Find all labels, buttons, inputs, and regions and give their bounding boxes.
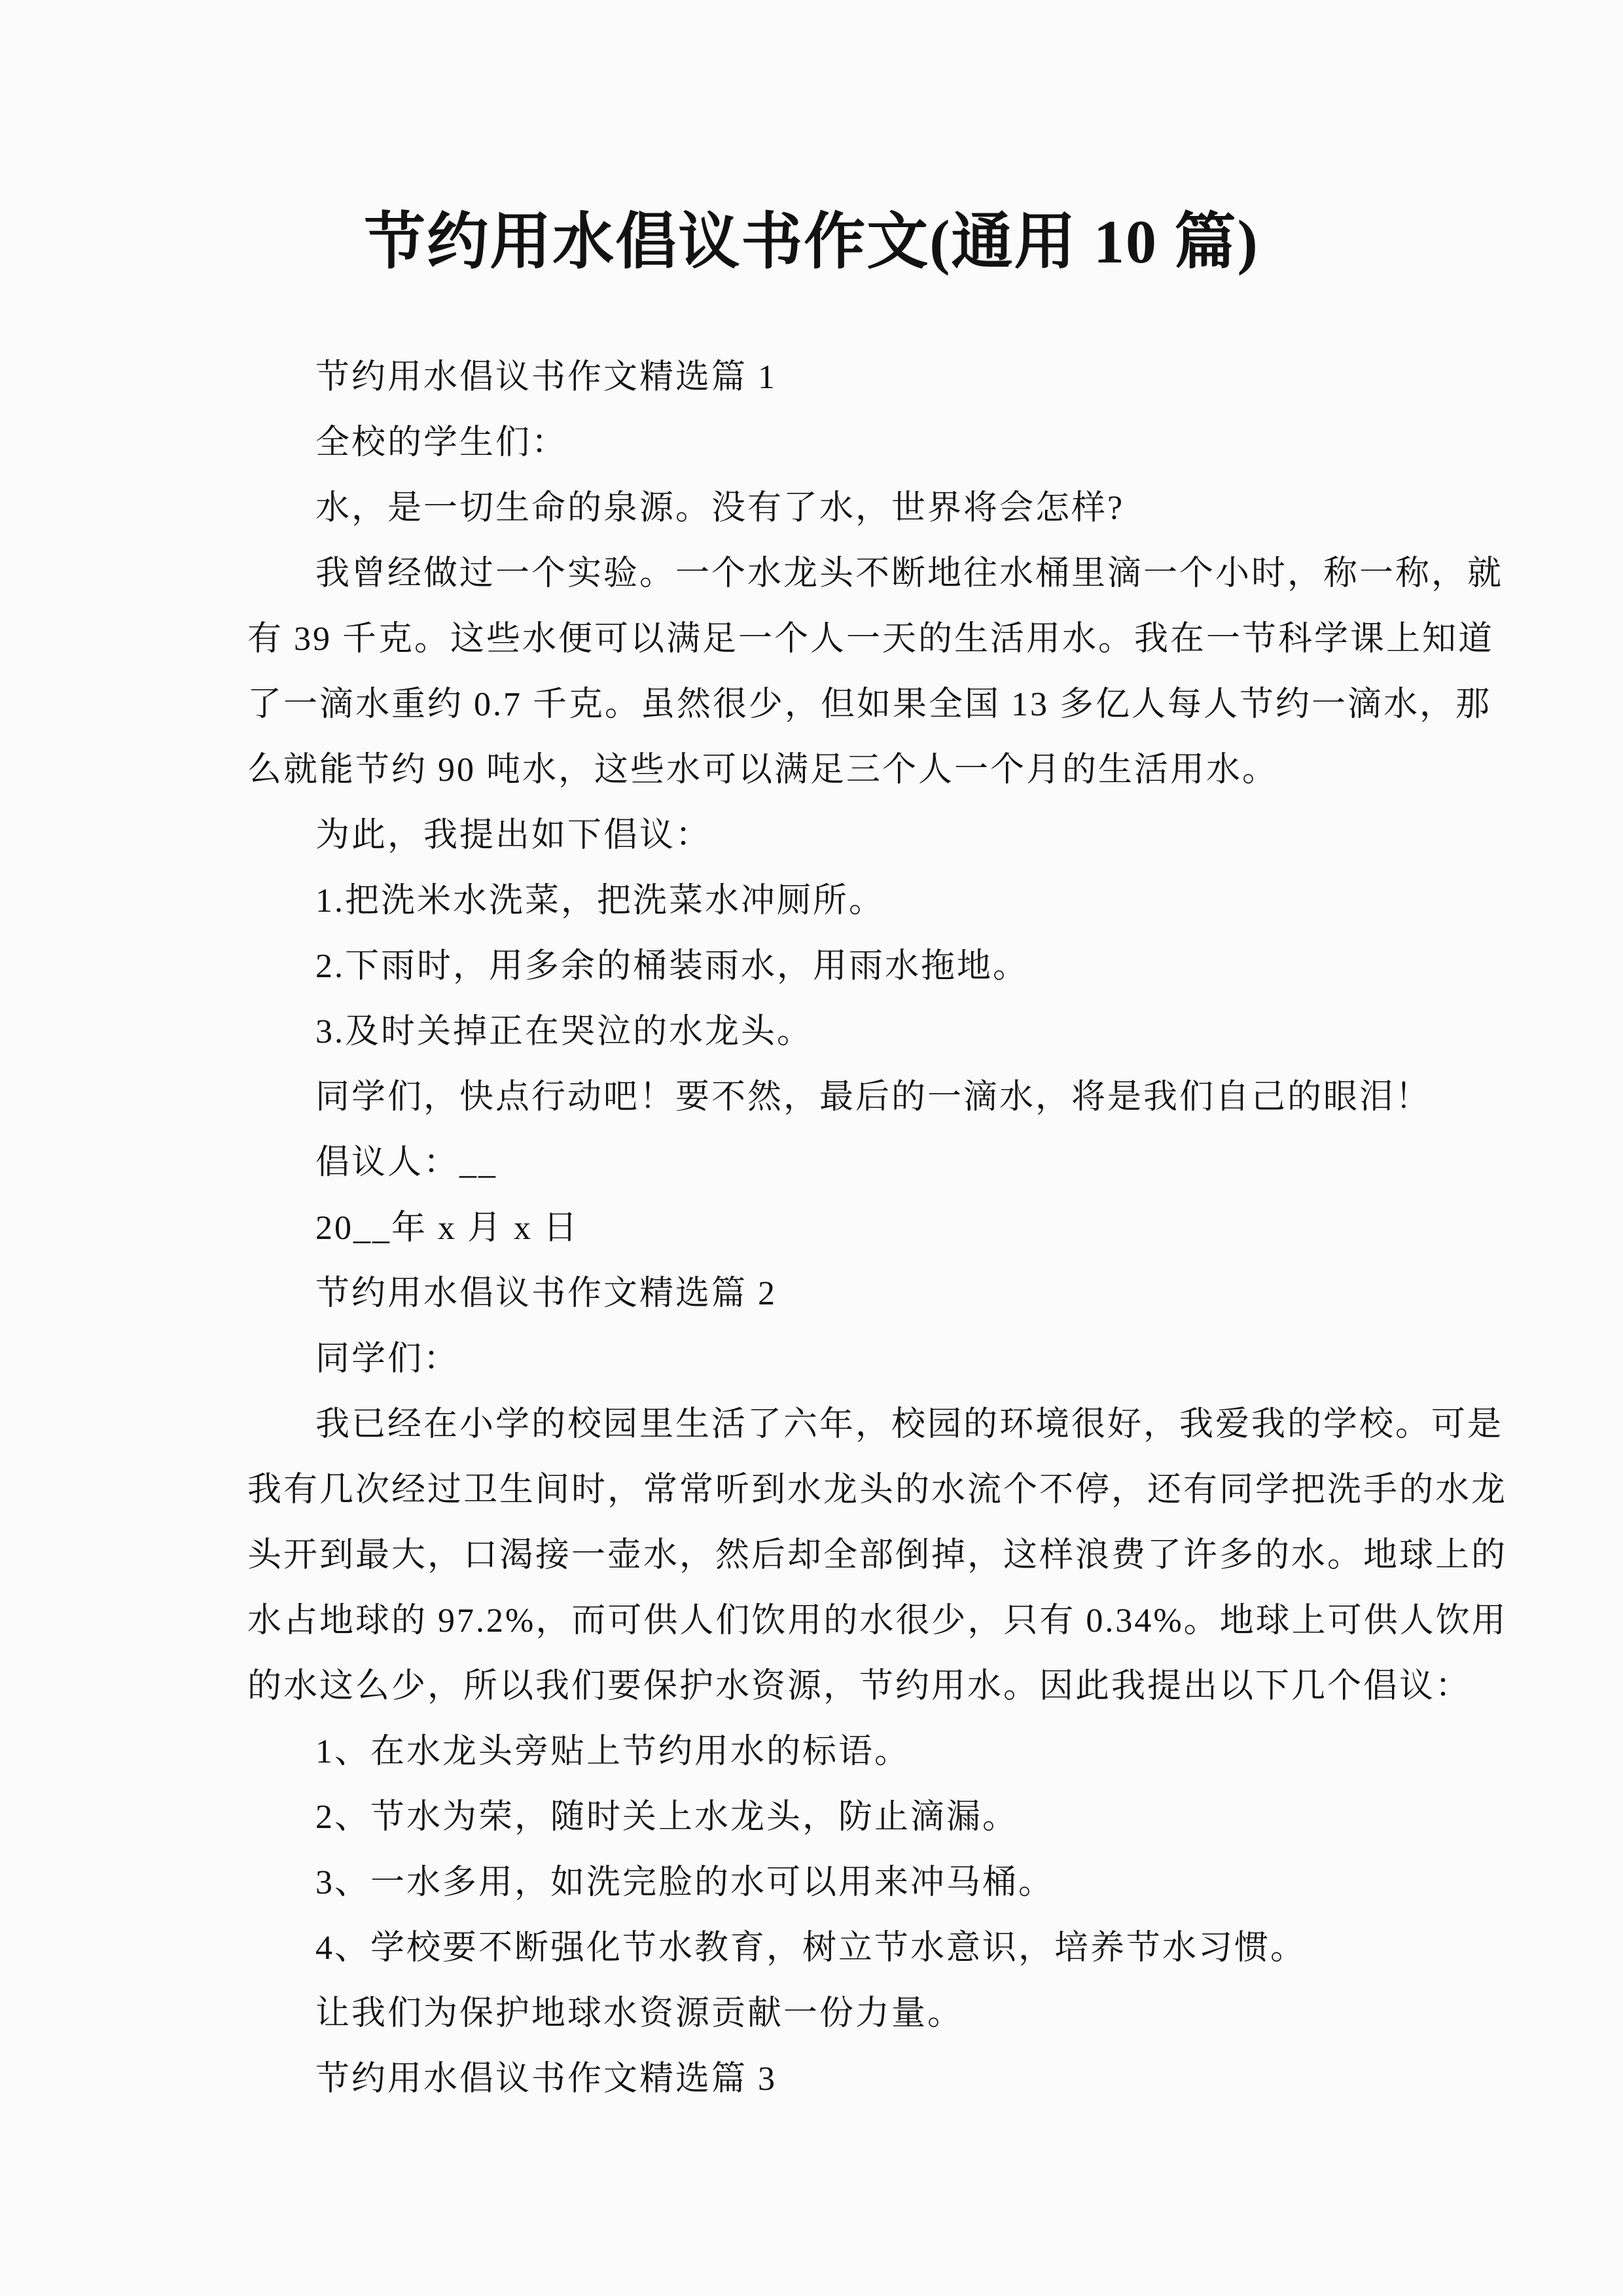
text-line: 节约用水倡议书作文精选篇 1 <box>315 359 777 396</box>
text-line: 节约用水倡议书作文精选篇 3 <box>315 2060 777 2098</box>
text-line: 2.下雨时，用多余的桶装雨水，用雨水拖地。 <box>315 948 1029 985</box>
text-line: 倡议人：__ <box>315 1144 498 1181</box>
text-line: 节约用水倡议书作文精选篇 2 <box>315 1275 777 1312</box>
text-line: 我已经在小学的校园里生活了六年，校园的环境很好，我爱我的学校。可是 <box>315 1406 1504 1443</box>
text-line: 的水这么少，所以我们要保护水资源，节约用水。因此我提出以下几个倡议： <box>247 1668 1472 1705</box>
text-line: 我有几次经过卫生间时，常常听到水龙头的水流个不停，还有同学把洗手的水龙 <box>247 1471 1508 1509</box>
text-line: 全校的学生们： <box>315 424 568 461</box>
text-line: 3.及时关掉正在哭泣的水龙头。 <box>315 1013 813 1050</box>
text-line: 3、一水多用，如洗完脸的水可以用来冲马桶。 <box>315 1864 1055 1901</box>
text-line: 20__年 x 月 x 日 <box>315 1210 580 1247</box>
text-line: 水，是一切生命的泉源。没有了水，世界将会怎样? <box>315 490 1125 527</box>
text-line: 4、学校要不断强化节水教育，树立节水意识，培养节水习惯。 <box>315 1929 1307 1967</box>
page-title: 节约用水倡议书作文(通用 10 篇) <box>364 208 1259 276</box>
text-line: 1.把洗米水洗菜，把洗菜水冲厕所。 <box>315 882 885 920</box>
text-line: 同学们，快点行动吧！要不然，最后的一滴水，将是我们自己的眼泪！ <box>315 1079 1432 1116</box>
text-line: 1、在水龙头旁贴上节约用水的标语。 <box>315 1733 911 1770</box>
text-line: 了一滴水重约 0.7 千克。虽然很少，但如果全国 13 多亿人每人节约一滴水，那 <box>247 686 1492 723</box>
text-line: 头开到最大，口渴接一壶水，然后却全部倒掉，这样浪费了许多的水。地球上的 <box>247 1537 1508 1574</box>
text-line: 我曾经做过一个实验。一个水龙头不断地往水桶里滴一个小时，称一称，就 <box>315 555 1504 592</box>
text-line: 2、节水为荣，随时关上水龙头，防止滴漏。 <box>315 1799 1019 1836</box>
text-line: 么就能节约 90 吨水，这些水可以满足三个人一个月的生活用水。 <box>247 751 1279 789</box>
document-body <box>247 345 1508 2112</box>
text-line: 有 39 千克。这些水便可以满足一个人一天的生活用水。我在一节科学课上知道 <box>247 620 1495 658</box>
text-line: 同学们： <box>315 1340 460 1378</box>
text-line: 让我们为保护地球水资源贡献一份力量。 <box>315 1995 964 2032</box>
text-line: 水占地球的 97.2%，而可供人们饮用的水很少，只有 0.34%。地球上可供人饮用 <box>247 1602 1508 1640</box>
text-line: 为此，我提出如下倡议： <box>315 817 712 854</box>
